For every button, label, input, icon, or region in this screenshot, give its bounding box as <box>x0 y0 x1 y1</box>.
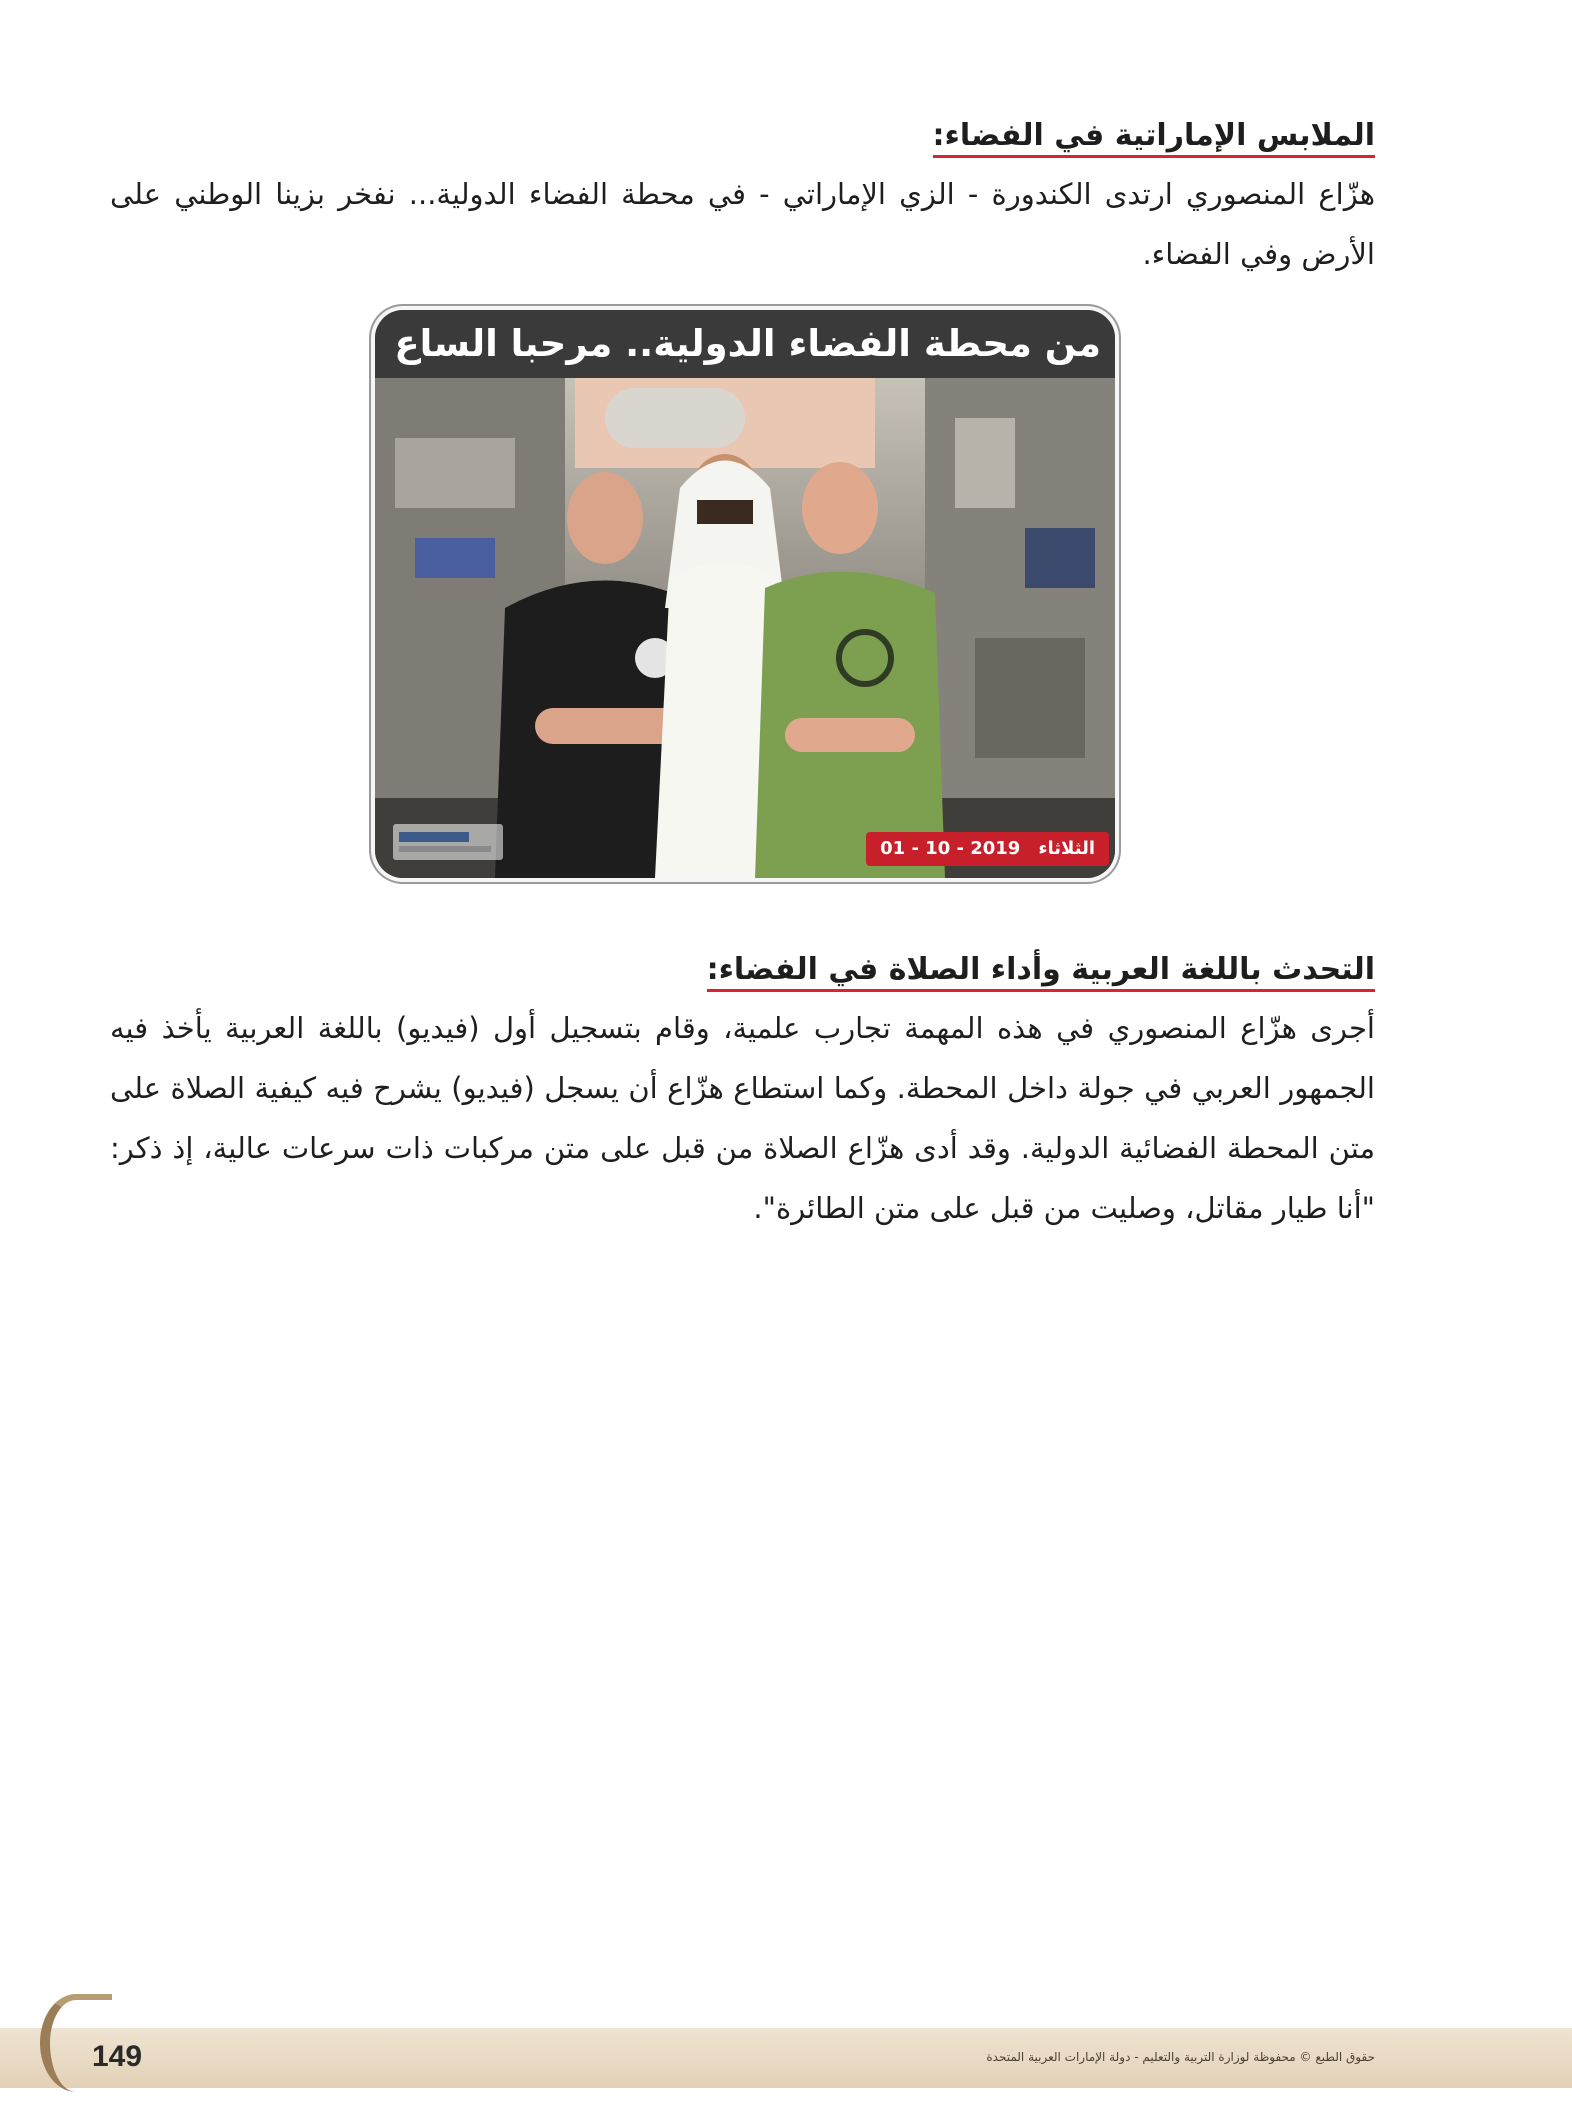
section-paragraph: أجرى هزّاع المنصوري في هذه المهمة تجارب علمية، وقام بتسجيل أول (فيديو) باللغة العربية يأخذ فيه الجمهور العربي في جولة داخل المحطة. وكما استطاع هزّاع أن يسجل (فيديو) يشرح فيه كيفية الصلاة على متن المحطة الفضائية الدولية. وقد أدى هزّاع الصلاة من قبل على متن مركبات ذات سرعات عالية، إذ ذكر: "أنا طيار مقاتل، وصليت من قبل على متن الطائرة". <box>110 1011 1375 1225</box>
copyright-notice: حقوق الطبع © محفوظة لوزارة التربية والتعليم - دولة الإمارات العربية المتحدة <box>986 2050 1375 2064</box>
date-badge <box>866 832 1109 866</box>
astronauts-photo-scene <box>375 378 1115 878</box>
page-number: 149 <box>92 2040 143 2073</box>
section-heading: الملابس الإماراتية في الفضاء: <box>110 112 1375 160</box>
section-arabic-and-prayer <box>110 946 1375 1238</box>
section-heading: التحدث باللغة العربية وأداء الصلاة في الفضاء: <box>110 946 1375 994</box>
section-emirati-clothing <box>110 112 1375 284</box>
date-day: الثلاثاء <box>1038 838 1095 859</box>
date-value: 01 - 10 - 2019 <box>880 838 1021 859</box>
channel-logo-watermark <box>393 824 503 860</box>
iss-photo <box>375 310 1115 878</box>
section-paragraph: هزّاع المنصوري ارتدى الكندورة - الزي الإماراتي - في محطة الفضاء الدولية... نفخر بزينا الوطني على الأرض وفي الفضاء. <box>110 177 1375 271</box>
photo-title: من محطة الفضاء الدولية.. مرحبا الساع <box>375 310 1115 378</box>
